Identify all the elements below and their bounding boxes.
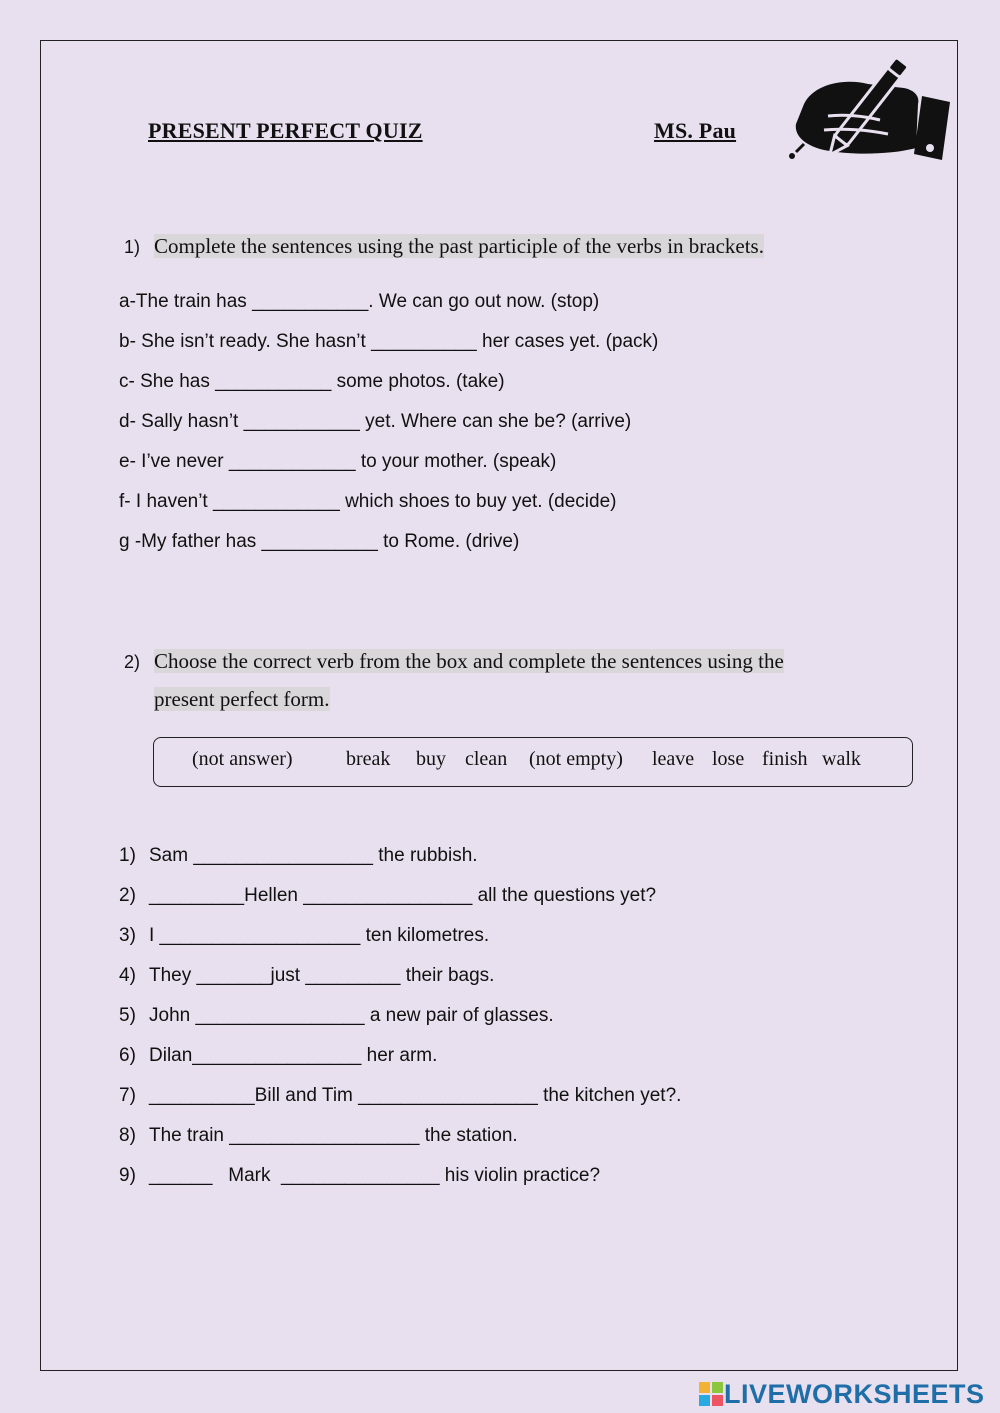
exercise1-item[interactable]: a-The train has ___________. We can go out now. (stop) <box>119 291 600 312</box>
exercise1-item[interactable]: d- Sally hasn’t ___________ yet. Where can she be? (arrive) <box>119 411 632 432</box>
item-text: Dilan________________ her arm. <box>149 1045 438 1066</box>
word-box-item: lose <box>712 748 745 770</box>
exercise1-item[interactable]: c- She has ___________ some photos. (take) <box>119 371 505 392</box>
exercise2-item[interactable] <box>119 1125 518 1147</box>
hand-writing-pencil-icon <box>784 44 952 164</box>
exercise2-item[interactable] <box>119 1005 554 1027</box>
exercise1-item[interactable]: e- I’ve never ____________ to your mother. (speak) <box>119 451 557 472</box>
exercise2-item[interactable] <box>119 1165 600 1187</box>
item-number: 8) <box>119 1125 136 1146</box>
liveworksheets-logo-icon <box>698 1381 724 1407</box>
item-text: The train __________________ the station. <box>149 1125 518 1146</box>
exercise1-item[interactable]: f- I haven’t ____________ which shoes to buy yet. (decide) <box>119 491 617 512</box>
exercise2-item[interactable] <box>119 1085 681 1107</box>
item-text: Sam _________________ the rubbish. <box>149 845 478 866</box>
teacher-name: MS. Pau <box>654 118 737 143</box>
item-text: __________Bill and Tim _________________ the kitchen yet?. <box>149 1085 682 1106</box>
item-text: I ___________________ ten kilometres. <box>149 925 490 946</box>
word-box-item: walk <box>822 748 861 770</box>
section2-instruction-line2: present perfect form. <box>154 687 330 711</box>
word-box-item: (not answer) <box>192 748 293 770</box>
exercise2-item[interactable] <box>119 845 478 867</box>
item-number: 5) <box>119 1005 136 1026</box>
worksheet-title: PRESENT PERFECT QUIZ <box>148 118 423 143</box>
item-text: John ________________ a new pair of glasses. <box>149 1005 554 1026</box>
verb-word-box <box>153 737 913 787</box>
item-number: 1) <box>119 845 136 866</box>
item-number: 6) <box>119 1045 136 1066</box>
item-number: 9) <box>119 1165 136 1186</box>
item-number: 3) <box>119 925 136 946</box>
section1-instruction <box>124 228 764 266</box>
exercise2-item[interactable] <box>119 965 494 987</box>
word-box-item: (not empty) <box>529 748 623 770</box>
section2-instruction <box>124 643 784 718</box>
word-box-item: break <box>346 748 391 770</box>
item-number: 2) <box>119 885 136 906</box>
word-box-item: clean <box>465 748 508 770</box>
section2-number: 2) <box>124 652 141 672</box>
word-box-item: finish <box>762 748 808 770</box>
item-number: 7) <box>119 1085 136 1106</box>
item-text: They _______just _________ their bags. <box>149 965 495 986</box>
exercise2-item[interactable] <box>119 1045 437 1067</box>
exercise2-item[interactable] <box>119 925 489 947</box>
exercise1-item[interactable]: b- She isn’t ready. She hasn’t __________ her cases yet. (pack) <box>119 331 659 352</box>
word-box-item: leave <box>652 748 695 770</box>
section2-instruction-line1: Choose the correct verb from the box and complete the sentences using the <box>154 649 784 673</box>
item-number: 4) <box>119 965 136 986</box>
exercise1-item[interactable]: g -My father has ___________ to Rome. (drive) <box>119 531 520 552</box>
word-box-item: buy <box>416 748 446 770</box>
exercise2-item[interactable] <box>119 885 656 907</box>
section1-number: 1) <box>124 237 141 257</box>
brand-name: LIVEWORKSHEETS <box>724 1378 985 1409</box>
liveworksheets-logo[interactable] <box>698 1376 985 1412</box>
item-text: _________Hellen ________________ all the questions yet? <box>149 885 657 906</box>
item-text: ______ Mark _______________ his violin practice? <box>149 1165 601 1186</box>
section1-instruction-text: Complete the sentences using the past participle of the verbs in brackets. <box>154 234 764 258</box>
